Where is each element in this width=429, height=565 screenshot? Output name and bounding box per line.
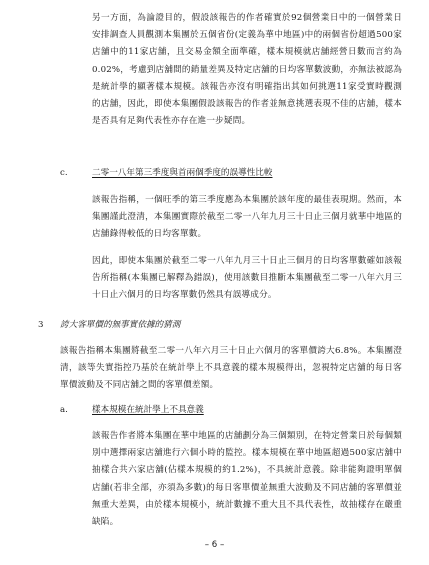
section-3-title: 誇大客單價的無事實依據的猜測	[60, 320, 181, 330]
paragraph-store-sampling: 該報告作者將本集團在華中地區的店舖劃分為三個類別，在特定營業日於每個類別中選擇兩家店舖進行六個小時的監控。樣本規模在華中地區超過500家店舖中抽樣合共六家店舖(佔樣本規模的約1.2%)，不具統計意義。除非能夠證明單個店舖(若非全部，亦須為多數)的每日客單價並無重大波動及不同店舖的客單價並無重大差異，由於樣本規模小，統計數據不重大且不具代表性，故抽樣存在嚴重缺陷。	[92, 431, 402, 528]
section-c-title: 二零一八年第三季度與首兩個季度的誤導性比較	[92, 168, 273, 178]
page-number: – 6 –	[204, 540, 225, 550]
paragraph-sample-size-argument: 另一方面，為論證目的，假設該報告的作者確實於92個營業日中的一個營業日安排調查人員觀測本集團於五個省份(定義為華中地區)中的兩個省份超過500家店舖中的11家店舖，且交易金額全面準確，樣本規模就店舖經營日數而言約為0.02%，考慮到店舖間的銷量差異及特定店舖的日均客單數波動，亦無法被認為是統計學的顯著樣本規模。該報告亦沒有明確指出其如何挑選11家受實時觀測的店舖，因此，即使本集團假設該報告的作者並無意挑選表現不佳的店舖，樣本是否具有足夠代表性亦存在進一步疑問。	[92, 13, 402, 127]
paragraph-q3-conclusion: 因此，即使本集團於截至二零一八年九月三十日止三個月的日均客單數確如該報告所指稱(本集團已解釋為錯誤)，使用該數目推斷本集團截至二零一八年六月三十日止六個月的日均客單數仍然具有誤導成分。	[92, 256, 402, 301]
section-a-marker: a.	[60, 405, 68, 415]
paragraph-ticket-size-claim: 該報告指稱本集團將截至二零一八年六月三十日止六個月的客單價誇大6.8%。本集團澄清，該等失實指控乃基於在統計學上不具意義的樣本規模得出，忽視特定店舖的每日客單價波動及不同店舖之間的客單價差額。	[60, 346, 402, 391]
section-a-title: 樣本規模在統計學上不具意義	[92, 405, 204, 415]
section-3-marker: 3	[38, 320, 44, 330]
section-c-marker: c.	[60, 168, 68, 178]
paragraph-q3-claim: 該報告指稱，一個旺季的第三季度應為本集團於該年度的最佳表現期。然而，本集團謹此澄清，本集團實際於截至二零一八年九月三十日止三個月就華中地區的店舖錄得較低的日均客單數。	[92, 195, 402, 240]
